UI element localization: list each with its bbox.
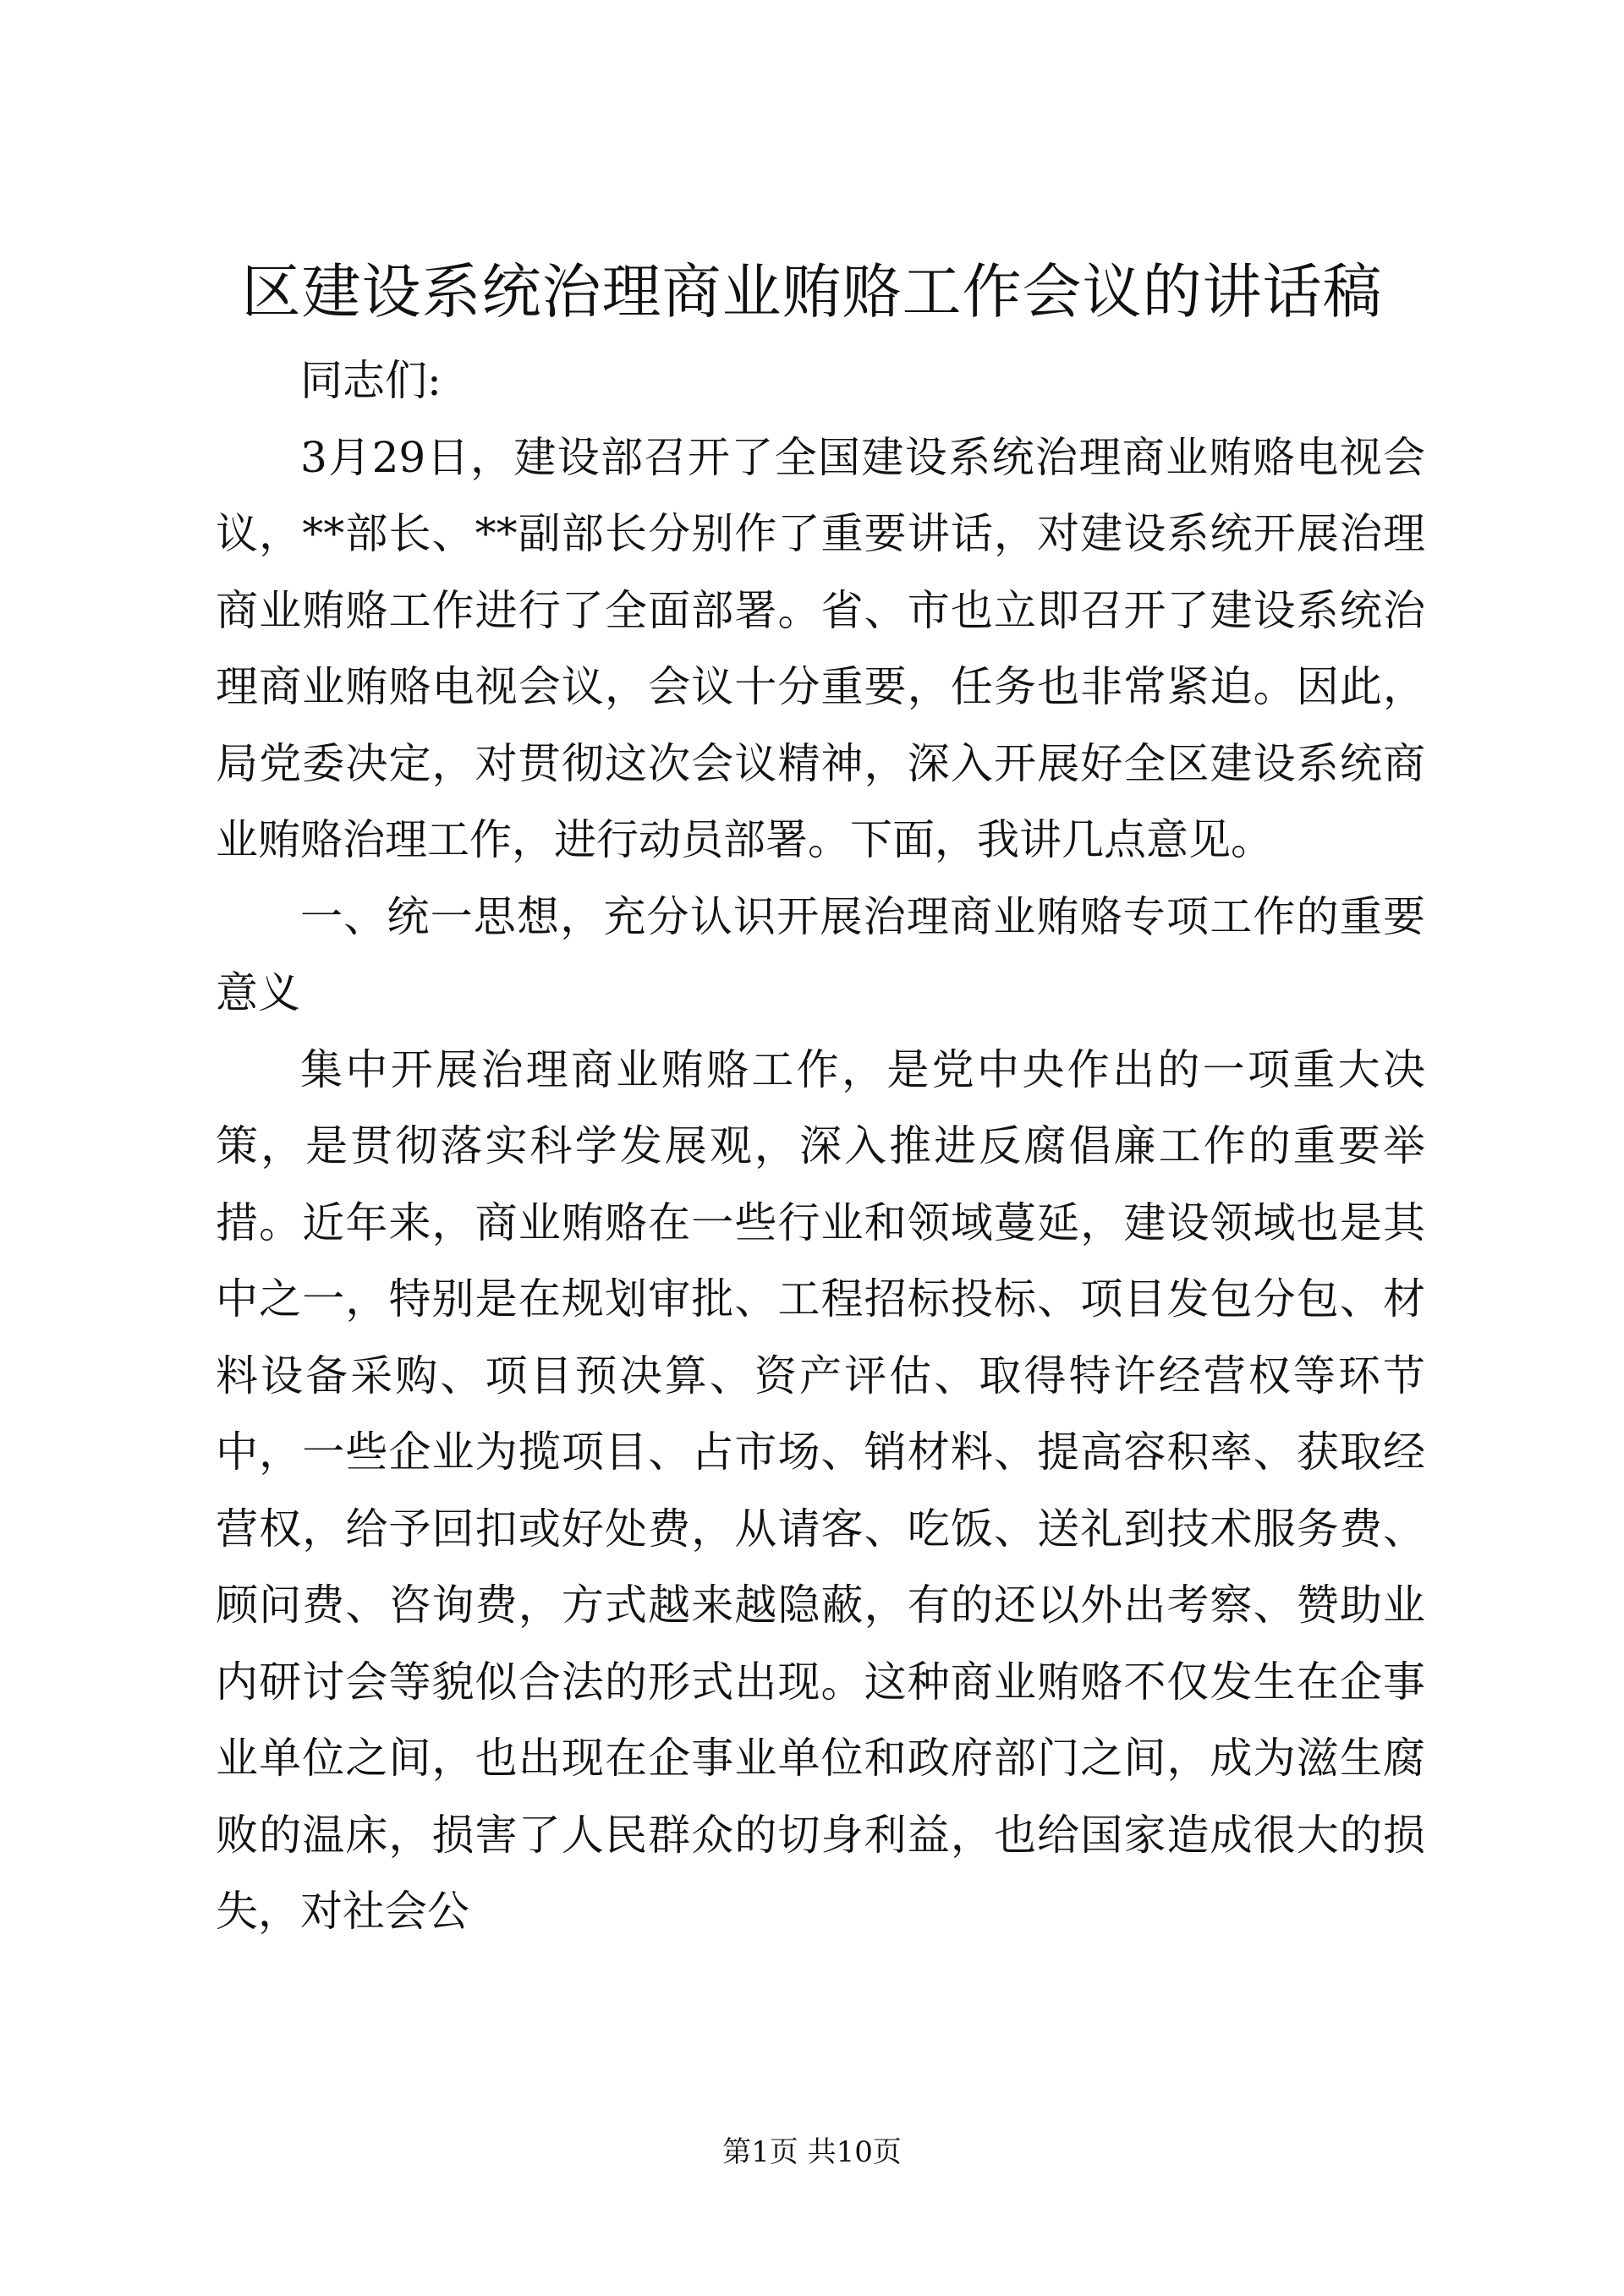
- page-number-footer: 第1页 共10页: [722, 2135, 902, 2169]
- body-paragraph-intro: 3月29日，建设部召开了全国建设系统治理商业贿赂电视会议，**部长、**副部长分别作了重要讲话，对建设系统开展治理商业贿赂工作进行了全面部署。省、市也立即召开了建设系统治理商业贿赂电视会议，会议十分重要，任务也非常紧迫。因此，局党委决定，对贯彻这次会议精神，深入开展好全区建设系统商业贿赂治理工作，进行动员部署。下面，我讲几点意见。: [216, 432, 1425, 864]
- document-title: 区建设系统治理商业贿赂工作会议的讲话稿: [241, 257, 1383, 326]
- document-body: [216, 342, 1425, 1950]
- section-heading-1: 一、统一思想，充分认识开展治理商业贿赂专项工作的重要意义: [216, 891, 1425, 1017]
- body-paragraph-significance: 集中开展治理商业贿赂工作，是党中央作出的一项重大决策，是贯彻落实科学发展观，深入推进反腐倡廉工作的重要举措。近年来，商业贿赂在一些行业和领域蔓延，建设领域也是其中之一，特别是在规划审批、工程招标投标、项目发包分包、材料设备采购、项目预决算、资产评估、取得特许经营权等环节中，一些企业为揽项目、占市场、销材料、提高容积率、获取经营权，给予回扣或好处费，从请客、吃饭、送礼到技术服务费、顾问费、咨询费，方式越来越隐蔽，有的还以外出考察、赞助业内研讨会等貌似合法的形式出现。这种商业贿赂不仅发生在企事业单位之间，也出现在企事业单位和政府部门之间，成为滋生腐败的温床，损害了人民群众的切身利益，也给国家造成很大的损失，对社会公: [216, 1044, 1425, 1936]
- salutation-paragraph: 同志们:: [300, 356, 442, 405]
